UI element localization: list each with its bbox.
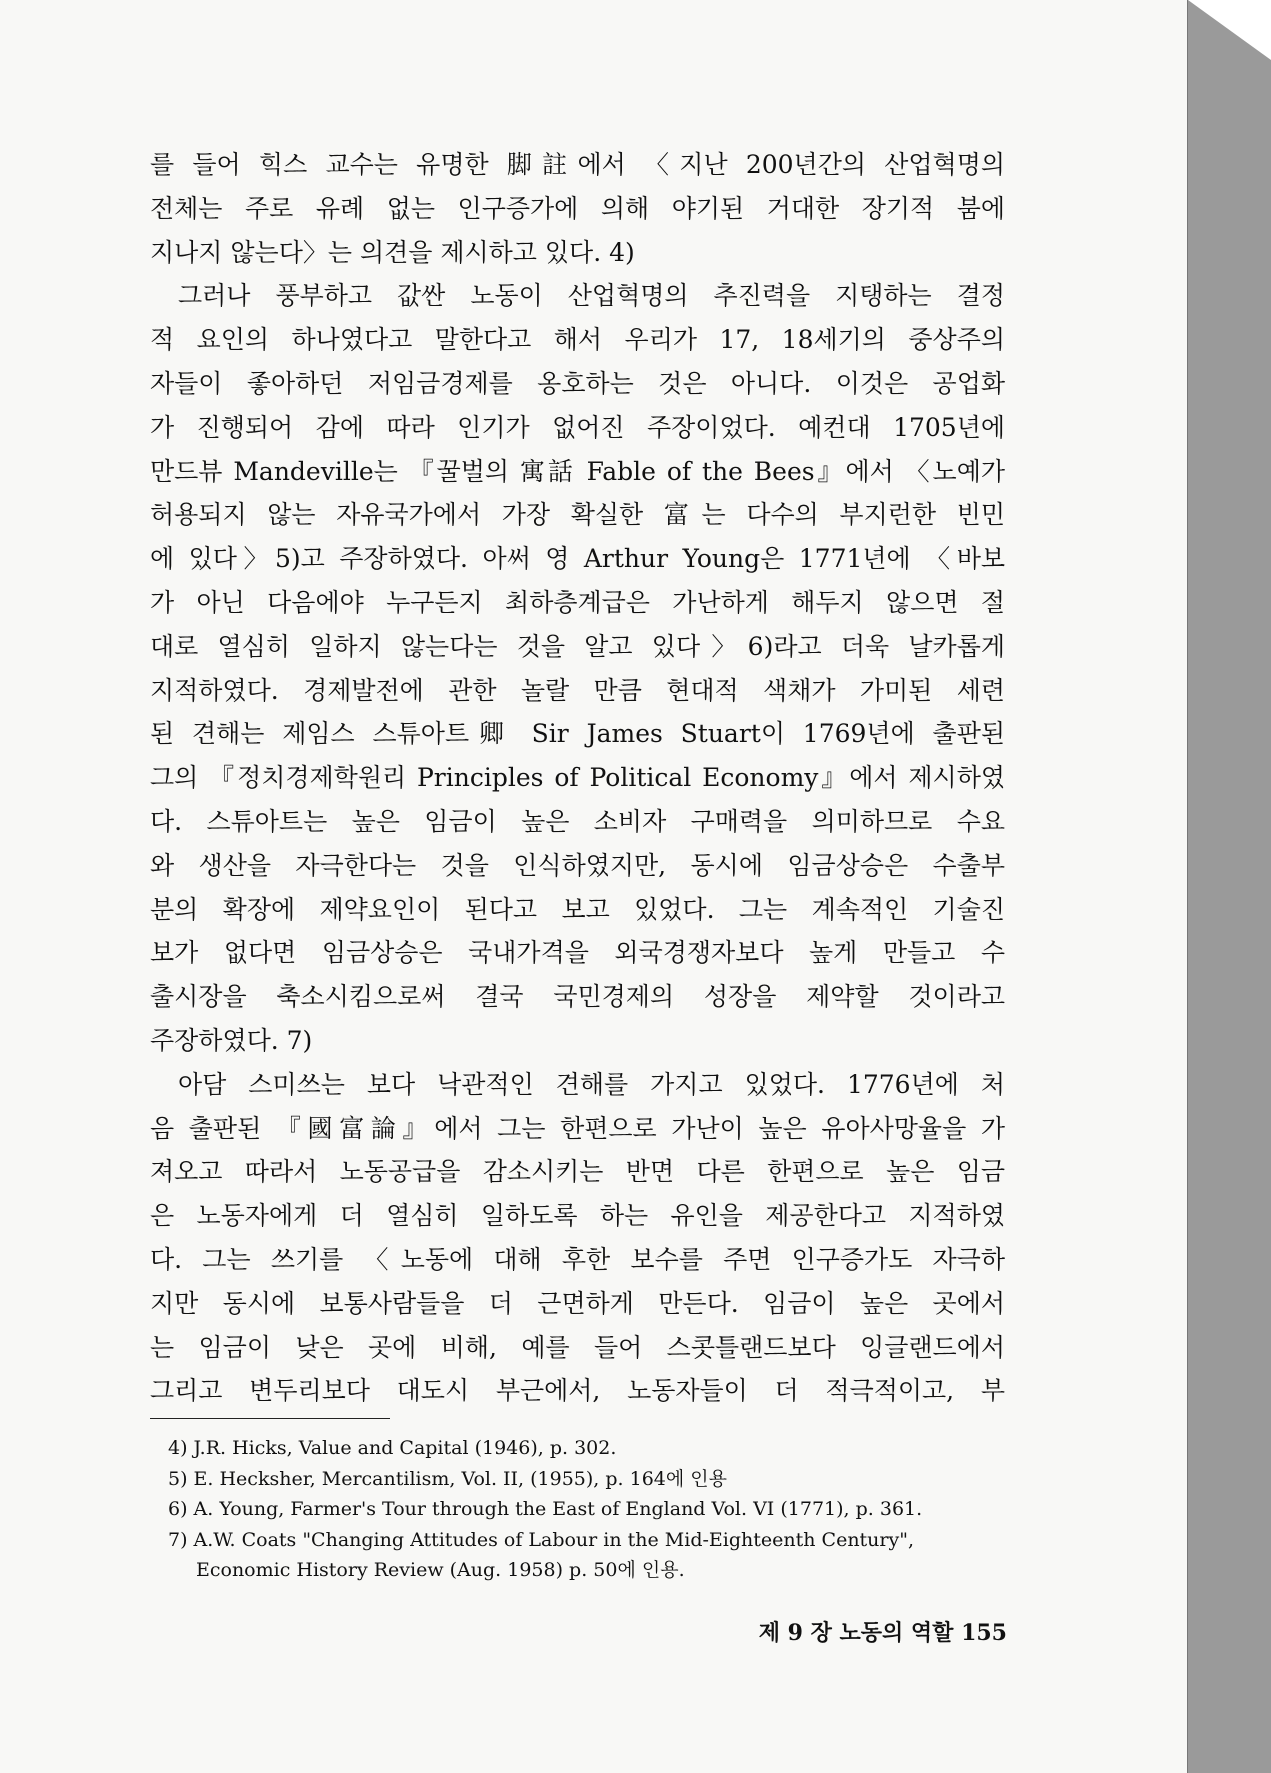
footnote: 7) A.W. Coats "Changing Attitudes of Labour in the Mid-Eighteenth Century", — [168, 1528, 915, 1551]
text-line: 만드뷰 Mandeville는 『꿀벌의 寓話 Fable of the Bees』에서 〈노예가 — [150, 456, 1005, 486]
footnote-continuation: Economic History Review (Aug. 1958) p. 50에 인용. — [196, 1559, 685, 1581]
running-footer: 제 9 장 노동의 역할 155 — [758, 1620, 1007, 1646]
text-line: 와 생산을 자극한다는 것을 인식하였지만, 동시에 임금상승은 수출부 — [150, 850, 1005, 880]
text-line: 지적하였다. 경제발전에 관한 놀랄 만큼 현대적 색채가 가미된 세련 — [150, 675, 1005, 705]
text-line: 가 진행되어 감에 따라 인기가 없어진 주장이었다. 예컨대 1705년에 — [150, 412, 1005, 442]
text-line: 는 임금이 낮은 곳에 비해, 예를 들어 스콧틀랜드보다 잉글랜드에서 — [150, 1332, 1005, 1362]
text-line: 음 출판된 『國富論』에서 그는 한편으로 가난이 높은 유아사망율을 가 — [150, 1113, 1005, 1143]
text-line: 자들이 좋아하던 저임금경제를 옹호하는 것은 아니다. 이것은 공업화 — [150, 368, 1005, 398]
footnotes — [168, 1433, 1008, 1586]
text-line: 주장하였다. 7) — [150, 1025, 313, 1055]
text-line: 가 아닌 다음에야 누구든지 최하층계급은 가난하게 해두지 않으면 절 — [150, 587, 1005, 617]
text-line: 분의 확장에 제약요인이 된다고 보고 있었다. 그는 계속적인 기술진 — [150, 894, 1005, 924]
text-line: 를 들어 힉스 교수는 유명한 脚註에서 〈지난 200년간의 산업혁명의 — [150, 150, 1005, 179]
footnote: 6) A. Young, Farmer's Tour through the East of England Vol. VI (1771), p. 361. — [168, 1498, 923, 1520]
text-line: 그리고 변두리보다 대도시 부근에서, 노동자들이 더 적극적이고, 부 — [150, 1376, 1005, 1406]
page-stack-edge — [1188, 0, 1271, 1773]
text-line: 아담 스미쓰는 보다 낙관적인 견해를 가지고 있었다. 1776년에 처 — [178, 1069, 1005, 1099]
text-line: 다. 그는 쓰기를 〈노동에 대해 후한 보수를 주면 인구증가도 자극하 — [150, 1244, 1005, 1274]
text-line: 다. 스튜아트는 높은 임금이 높은 소비자 구매력을 의미하므로 수요 — [150, 806, 1005, 836]
text-line: 은 노동자에게 더 열심히 일하도록 하는 유인을 제공한다고 지적하였 — [150, 1201, 1005, 1231]
text-line: 된 견해는 제임스 스튜아트卿 Sir James Stuart이 1769년에 출판된 — [150, 719, 1005, 749]
footnote: 4) J.R. Hicks, Value and Capital (1946), p. 302. — [168, 1437, 617, 1459]
text-line: 대로 열심히 일하지 않는다는 것을 알고 있다〉6)라고 더욱 날카롭게 — [150, 631, 1005, 661]
text-line: 지만 동시에 보통사람들을 더 근면하게 만든다. 임금이 높은 곳에서 — [150, 1288, 1005, 1318]
text-line: 적 요인의 하나였다고 말한다고 해서 우리가 17, 18세기의 중상주의 — [150, 325, 1005, 355]
text-line: 에 있다〉5)고 주장하였다. 아써 영 Arthur Young은 1771년에 〈바보 — [150, 544, 1005, 574]
text-line: 허용되지 않는 자유국가에서 가장 확실한 富는 다수의 부지런한 빈민 — [150, 500, 1005, 530]
text-line: 지나지 않는다〉는 의견을 제시하고 있다. 4) — [150, 237, 635, 267]
text-line: 그의 『정치경제학원리 Principles of Political Economy』에서 제시하였 — [150, 763, 1005, 793]
footnote: 5) E. Hecksher, Mercantilism, Vol. II, (1955), p. 164에 인용 — [168, 1467, 727, 1490]
text-line: 보가 없다면 임금상승은 국내가격을 외국경쟁자보다 높게 만들고 수 — [150, 938, 1005, 968]
footnote-rule — [150, 1418, 390, 1419]
text-line: 져오고 따라서 노동공급을 감소시키는 반면 다른 한편으로 높은 임금 — [150, 1157, 1005, 1187]
body-text — [150, 143, 1005, 1413]
text-line: 출시장을 축소시킴으로써 결국 국민경제의 성장을 제약할 것이라고 — [150, 982, 1005, 1012]
text-line: 그러나 풍부하고 값싼 노동이 산업혁명의 추진력을 지탱하는 결정 — [178, 281, 1005, 311]
text-line: 전체는 주로 유례 없는 인구증가에 의해 야기된 거대한 장기적 붐에 — [150, 193, 1005, 223]
